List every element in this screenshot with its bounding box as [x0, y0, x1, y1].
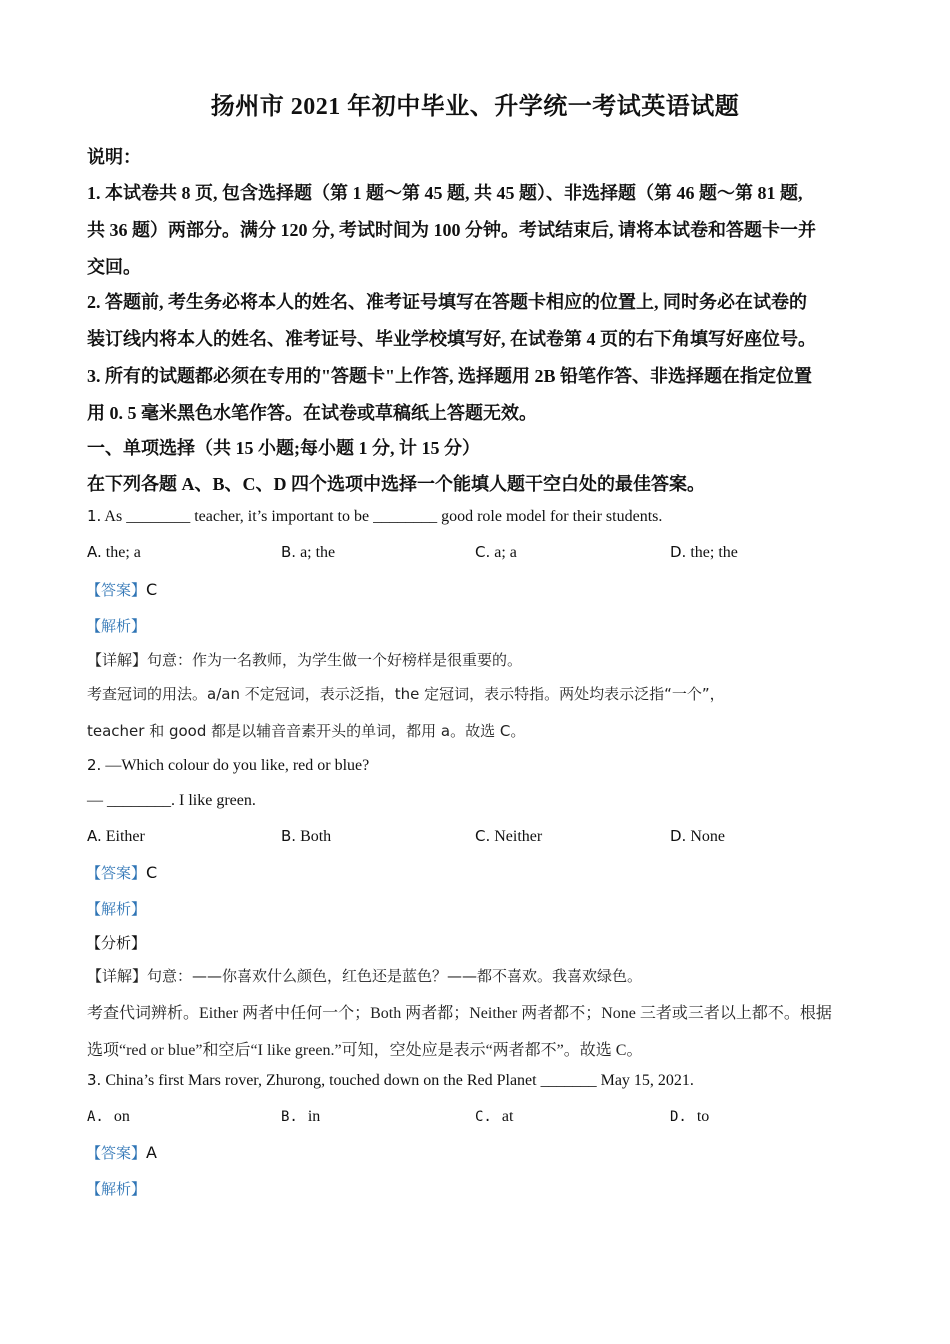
option-text: to	[696, 1108, 710, 1125]
question-1-stem	[87, 507, 662, 526]
option-text: Either	[101, 828, 145, 845]
question-1-option-c	[475, 543, 517, 562]
question-3-stem	[87, 1071, 694, 1090]
question-2-detail: 选项“red or blue”和空后“I like green.”可知，空处应是表示“两者都不”。故选 C。	[87, 1042, 643, 1059]
question-1-detail: teacher 和 good 都是以辅音音素开头的单词，都用 a。故选 C。	[87, 722, 526, 740]
option-letter: D.	[670, 543, 687, 561]
question-2-option-b	[281, 827, 331, 846]
answer-label: 【答案】	[86, 864, 147, 882]
question-3-answer	[86, 1142, 157, 1163]
option-text: a; the	[296, 544, 336, 561]
instruction-line: 2. 答题前, 考生务必将本人的姓名、准考证号填写在答题卡相应的位置上, 同时务必在试卷的	[87, 292, 807, 312]
question-text: —Which colour do you like, red or blue?	[101, 757, 370, 774]
answer-value: A	[146, 1143, 157, 1162]
instruction-line: 装订线内将本人的姓名、准考证号、毕业学校填写好, 在试卷第 4 页的右下角填写好座位号。	[87, 329, 816, 349]
instruction-line: 用 0. 5 毫米黑色水笔作答。在试卷或草稿纸上答题无效。	[87, 403, 537, 423]
option-text: at	[501, 1108, 514, 1125]
answer-label: 【答案】	[86, 1144, 147, 1162]
question-number: 3.	[87, 1071, 102, 1089]
option-text: Both	[296, 828, 332, 845]
instructions-heading: 说明：	[87, 147, 141, 167]
option-letter: A.	[87, 827, 102, 845]
answer-value: C	[146, 863, 158, 882]
question-3-option-b	[281, 1108, 320, 1126]
instruction-line: 共 36 题）两部分。满分 120 分, 考试时间为 100 分钟。考试结束后, 请将本试卷和答题卡一并	[87, 220, 816, 240]
question-1-detail: 考查冠词的用法。a/an 不定冠词，表示泛指，the 定冠词，表示特指。两处均表示泛指“一个”，	[87, 685, 725, 703]
question-3-analysis-label: 【解析】	[86, 1180, 147, 1198]
answer-label: 【答案】	[86, 581, 147, 599]
question-2-detail: 考查代词辨析。Either 两者中任何一个；Both 两者都；Neither 两者都不；None 三者或三者以上都不。根据	[87, 1005, 832, 1022]
question-2-option-a	[87, 827, 145, 846]
option-text: the; the	[686, 544, 738, 561]
question-2-stem-reply: — ________. I like green.	[87, 792, 256, 809]
question-1-option-d	[670, 543, 738, 562]
instruction-line: 3. 所有的试题都必须在专用的"答题卡"上作答, 选择题用 2B 铅笔作答、非选择题在指定位置	[87, 366, 812, 386]
question-3-option-c	[475, 1108, 513, 1126]
option-letter: B.	[281, 1109, 298, 1125]
option-letter: A.	[87, 1109, 104, 1125]
question-2-fenxi-label: 【分析】	[86, 934, 147, 952]
question-number: 2.	[87, 756, 102, 774]
option-text: on	[113, 1108, 130, 1125]
instruction-line: 交回。	[87, 257, 141, 277]
question-2-answer	[86, 862, 157, 883]
option-letter: A.	[87, 543, 102, 561]
question-1-answer	[86, 579, 157, 600]
option-letter: C.	[475, 543, 491, 561]
option-text: in	[307, 1108, 321, 1125]
option-letter: C.	[475, 1109, 492, 1125]
option-letter: D.	[670, 1109, 687, 1125]
question-3-option-d	[670, 1108, 709, 1126]
option-text: a; a	[490, 544, 517, 561]
page-title: 扬州市 2021 年初中毕业、升学统一考试英语试题	[210, 94, 740, 120]
option-letter: B.	[281, 827, 297, 845]
question-text: As ________ teacher, it’s important to be ________ good role model for their students.	[101, 508, 663, 525]
question-3-option-a	[87, 1108, 130, 1126]
question-1-option-a	[87, 543, 141, 562]
option-letter: B.	[281, 543, 297, 561]
question-1-detail: 【详解】句意：作为一名教师，为学生做一个好榜样是很重要的。	[87, 651, 523, 669]
option-text: the; a	[101, 544, 141, 561]
question-2-option-c	[475, 827, 542, 846]
question-2-analysis-label: 【解析】	[86, 900, 147, 918]
option-letter: C.	[475, 827, 491, 845]
option-text: None	[686, 828, 725, 845]
question-text: China’s first Mars rover, Zhurong, touched down on the Red Planet _______ May 15, 2021.	[101, 1072, 694, 1089]
question-2-option-d	[670, 827, 725, 846]
option-text: Neither	[490, 828, 543, 845]
question-1-option-b	[281, 543, 335, 562]
question-1-analysis-label: 【解析】	[86, 617, 147, 635]
instruction-line: 1. 本试卷共 8 页, 包含选择题（第 1 题～第 45 题, 共 45 题）、非选择题（第 46 题～第 81 题,	[87, 183, 803, 203]
question-2-stem	[87, 756, 369, 775]
option-letter: D.	[670, 827, 687, 845]
section-directions: 在下列各题 A、B、C、D 四个选项中选择一个能填人题干空白处的最佳答案。	[87, 474, 705, 494]
answer-value: C	[146, 580, 158, 599]
section-heading: 一、单项选择（共 15 小题;每小题 1 分, 计 15 分）	[87, 438, 480, 458]
question-number: 1.	[87, 507, 102, 525]
question-2-detail: 【详解】句意：——你喜欢什么颜色，红色还是蓝色？——都不喜欢。我喜欢绿色。	[87, 967, 643, 985]
